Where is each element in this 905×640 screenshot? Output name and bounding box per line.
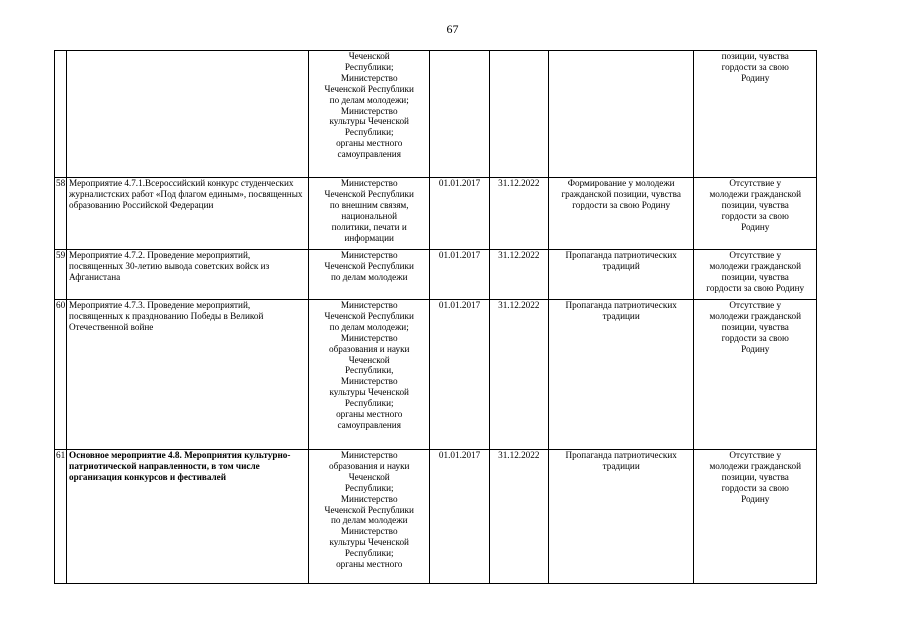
activity-name: Мероприятие 4.7.3. Проведение мероприятий, посвященных к празднованию Победы в Великой Отечественной войне [69, 300, 264, 332]
start-date-cell [430, 250, 489, 300]
indicator-line: позиции, чувства [721, 271, 789, 282]
executor-line: по внешним связям, [329, 199, 409, 210]
row-number: 59 [56, 250, 66, 260]
executor-line: органы местного [336, 559, 403, 570]
indicator-line: позиции, чувства [721, 51, 789, 61]
start-date: 01.01.2017 [438, 300, 481, 310]
executor-line: по делам молодежи; [329, 94, 409, 105]
executor-line: Министерство [340, 250, 398, 260]
executor-line: Министерство [340, 178, 398, 188]
executor-line: Министерство [340, 332, 398, 343]
executor-line: по делам молодежи [330, 271, 408, 282]
executors-cell [308, 178, 429, 250]
end-date-cell [489, 51, 548, 178]
executors-cell [308, 250, 429, 300]
activity-name-cell [67, 178, 309, 250]
executor-line: по делам молодежи; [329, 321, 409, 332]
executor-line: Министерство [340, 450, 398, 460]
end-date-cell [489, 300, 548, 450]
indicator-line: Отсутствие у [729, 450, 782, 460]
table-row [55, 51, 817, 178]
activity-name-cell [67, 300, 309, 450]
executor-line: Чеченской Республики [324, 188, 414, 199]
executor-line: культуры Чеченской [329, 537, 409, 548]
executor-line: Министерство [340, 72, 398, 83]
result-cell [548, 250, 694, 300]
executor-line: самоуправления [337, 149, 401, 160]
start-date: 01.01.2017 [438, 450, 481, 460]
activity-name: Мероприятие 4.7.2. Проведение мероприятий, посвященных 30-летию вывода советских войск из Афганистана [69, 250, 270, 282]
executor-line: Республики; [344, 482, 394, 493]
start-date-cell [430, 51, 489, 178]
expected-result: Пропаганда патриотических традиции [565, 450, 677, 471]
executor-line: органы местного [336, 409, 403, 420]
end-date: 31.12.2022 [498, 450, 540, 460]
table-row [55, 178, 817, 250]
row-number: 60 [56, 300, 66, 310]
executor-line: Чеченской Республики [324, 310, 414, 321]
result-cell [548, 450, 694, 584]
executor-line: культуры Чеченской [329, 116, 409, 127]
start-date-cell [430, 178, 489, 250]
executor-line: национальной [341, 210, 398, 221]
indicator-line: Отсутствие у [729, 178, 782, 188]
executors-cell [308, 51, 429, 178]
indicator-line: Отсутствие у [729, 300, 782, 310]
start-date: 01.01.2017 [438, 178, 481, 188]
end-date-cell [489, 250, 548, 300]
indicator-cell [694, 250, 817, 300]
indicator-line: гордости за свою Родину [706, 282, 805, 293]
indicator-line: гордости за свою [721, 482, 789, 493]
expected-result: Пропаганда патриотических традиции [565, 300, 677, 321]
executor-line: Чеченской Республики [324, 260, 414, 271]
indicator-line: молодежи гражданской [709, 260, 801, 271]
executor-line: Республики; [344, 398, 394, 409]
executor-line: культуры Чеченской [329, 387, 409, 398]
start-date-cell [430, 450, 489, 584]
start-date-cell [430, 300, 489, 450]
executor-line: информации [344, 232, 394, 243]
end-date: 31.12.2022 [498, 300, 540, 310]
executor-line: Министерство [340, 300, 398, 310]
row-number-cell [55, 300, 67, 450]
indicator-line: Родину [741, 343, 770, 354]
end-date-cell [489, 450, 548, 584]
table-row [55, 300, 817, 450]
executor-line: Министерство [340, 493, 398, 504]
end-date: 31.12.2022 [498, 178, 540, 188]
indicator-cell [694, 450, 817, 584]
indicator-line: позиции, чувства [721, 471, 789, 482]
executor-line: Чеченской Республики [324, 504, 414, 515]
result-cell [548, 178, 694, 250]
executor-line: Министерство [340, 105, 398, 116]
indicator-line: Родину [741, 493, 770, 504]
table-row [55, 250, 817, 300]
row-number: 61 [56, 450, 66, 460]
result-cell [548, 51, 694, 178]
executor-line: Министерство [340, 376, 398, 387]
table-row [55, 450, 817, 584]
row-number-cell [55, 178, 67, 250]
expected-result: Формирование у молодежи гражданской позиции, чувства гордости за свою Родину [561, 178, 681, 210]
executor-line: Республики; [344, 61, 394, 72]
table-body [55, 51, 817, 584]
indicator-line: позиции, чувства [721, 321, 789, 332]
indicator-line: молодежи гражданской [709, 460, 801, 471]
executor-line: политики, печати и [331, 221, 407, 232]
start-date: 01.01.2017 [438, 250, 481, 260]
activity-name-cell [67, 250, 309, 300]
program-table [54, 50, 817, 584]
indicator-line: гордости за свою [721, 332, 789, 343]
indicator-line: гордости за свою [721, 210, 789, 221]
indicator-line: Отсутствие у [729, 250, 782, 260]
activity-name: Мероприятие 4.7.1.Всероссийский конкурс студенческих журналистских работ «Под флагом единым», посвященных образованию Российской Федерации [69, 178, 303, 210]
executors-cell [308, 300, 429, 450]
executor-line: Министерство [340, 526, 398, 537]
activity-name-cell [67, 450, 309, 584]
indicator-line: позиции, чувства [721, 199, 789, 210]
row-number-cell [55, 450, 67, 584]
row-number-cell [55, 250, 67, 300]
executor-line: Республики; [344, 127, 394, 138]
end-date-cell [489, 178, 548, 250]
row-number: 58 [56, 178, 66, 188]
executor-line: Чеченской Республики [324, 83, 414, 94]
executors-cell [308, 450, 429, 584]
indicator-cell [694, 51, 817, 178]
executor-line: образования и науки [328, 343, 410, 354]
end-date: 31.12.2022 [498, 250, 540, 260]
executor-line: Чеченской [348, 354, 390, 365]
indicator-line: гордости за свою [721, 61, 789, 72]
executor-line: Республики; [344, 548, 394, 559]
executor-line: самоуправления [337, 419, 401, 430]
executor-line: Чеченской [348, 51, 390, 61]
expected-result: Пропаганда патриотических традиций [565, 250, 677, 271]
row-number-cell [55, 51, 67, 178]
indicator-line: Родину [741, 221, 770, 232]
indicator-line: Родину [741, 72, 770, 83]
result-cell [548, 300, 694, 450]
activity-name: Основное мероприятие 4.8. Мероприятия культурно-патриотической направленности, в том числе организация конкурсов и фестивалей [69, 450, 291, 482]
executor-line: Республики, [345, 365, 394, 376]
executor-line: Чеченской [348, 471, 390, 482]
indicator-line: молодежи гражданской [709, 188, 801, 199]
executor-line: органы местного [336, 138, 403, 149]
indicator-cell [694, 300, 817, 450]
executor-line: по делам молодежи [330, 515, 408, 526]
executor-line: образования и науки [328, 460, 410, 471]
indicator-line: молодежи гражданской [709, 310, 801, 321]
indicator-cell [694, 178, 817, 250]
page-number: 67 [446, 22, 459, 36]
activity-name-cell [67, 51, 309, 178]
